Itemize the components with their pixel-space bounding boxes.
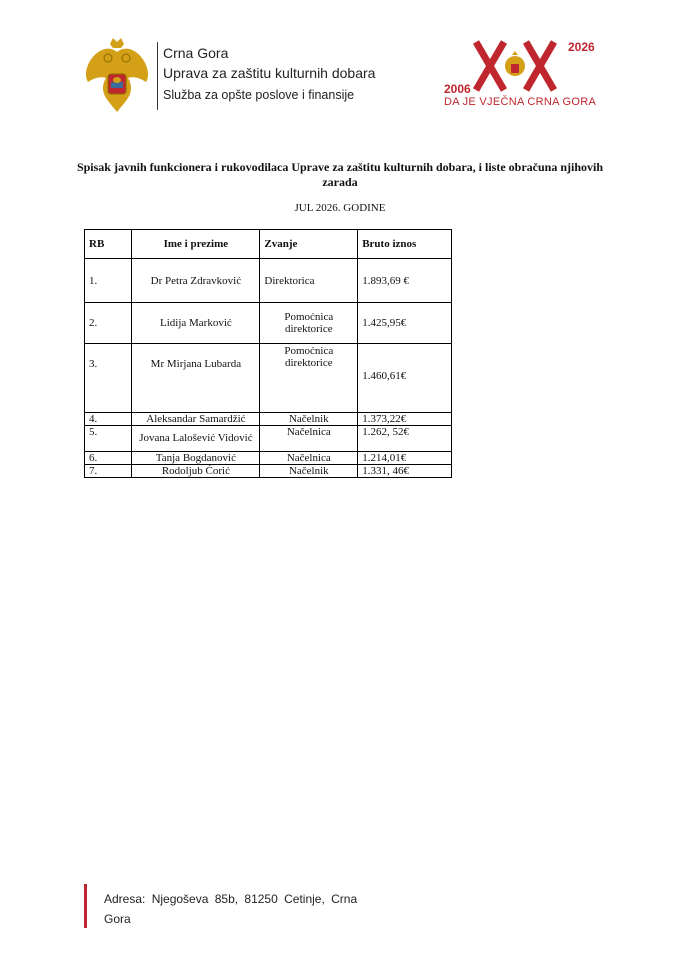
institution-name: Uprava za zaštitu kulturnih dobara: [163, 65, 376, 81]
employee-name: Mr Mirjana Lubarda: [132, 344, 260, 413]
gross-amount: 1.214,01€: [358, 452, 452, 465]
row-number: 3.: [85, 344, 132, 413]
table-header-row: [85, 230, 452, 259]
employee-name: Rodoljub Ćorić: [132, 465, 260, 478]
employee-title: Pomoćnica direktorice: [260, 303, 358, 344]
row-number: 6.: [85, 452, 132, 465]
employee-title: Načelnica: [260, 426, 358, 452]
document-title: Spisak javnih funkcionera i rukovodilaca Uprave za zaštitu kulturnih dobara, i liste obračuna njihovih zarada: [76, 160, 604, 189]
gross-amount: 1.331, 46€: [358, 465, 452, 478]
gross-amount: 1.893,69 €: [358, 259, 452, 303]
employee-name: Dr Petra Zdravković: [132, 259, 260, 303]
jubilee-logo: [440, 38, 610, 116]
footer-accent-bar: [84, 884, 87, 928]
table-row: [85, 259, 452, 303]
table-row: [85, 452, 452, 465]
country-name: Crna Gora: [163, 45, 229, 61]
employee-title: Direktorica: [260, 259, 358, 303]
row-number: 2.: [85, 303, 132, 344]
employee-title: Načelnik: [260, 465, 358, 478]
employee-title: Načelnik: [260, 413, 358, 426]
employee-name: Lidija Marković: [132, 303, 260, 344]
footer-address: Adresa: Njegoševa 85b, 81250 Cetinje, Crna Gora: [104, 892, 358, 926]
employee-name: Aleksandar Samardžić: [132, 413, 260, 426]
jubilee-year-end: 2026: [568, 40, 595, 54]
employee-title: Načelnica: [260, 452, 358, 465]
table-row: [85, 426, 452, 452]
salary-table: [84, 229, 452, 478]
table-row: [85, 413, 452, 426]
employee-title: Pomoćnica direktorice: [260, 344, 358, 413]
coat-of-arms-icon: [80, 38, 154, 114]
column-header-title: Zvanje: [260, 230, 358, 259]
column-header-name: Ime i prezime: [132, 230, 260, 259]
institution-header: [163, 44, 375, 106]
row-number: 7.: [85, 465, 132, 478]
row-number: 1.: [85, 259, 132, 303]
table-row: [85, 465, 452, 478]
gross-amount: 1.425,95€: [358, 303, 452, 344]
gross-amount: 1.262, 52€: [358, 426, 452, 452]
table-row: [85, 344, 452, 413]
gross-amount: 1.460,61€: [358, 344, 452, 413]
table-row: [85, 303, 452, 344]
column-header-rb: RB: [85, 230, 132, 259]
header-divider: [157, 42, 158, 110]
row-number: 4.: [85, 413, 132, 426]
employee-name: Tanja Bogdanović: [132, 452, 260, 465]
document-period: JUL 2026. GODINE: [294, 202, 386, 214]
column-header-amount: Bruto iznos: [358, 230, 452, 259]
department-name: Služba za opšte poslove i finansije: [163, 88, 355, 102]
jubilee-motto: DA JE VJEČNA CRNA GORA: [444, 96, 597, 108]
jubilee-year-start: 2006: [444, 82, 471, 96]
row-number: 5.: [85, 426, 132, 452]
employee-name: Jovana Lalošević Vidović: [132, 426, 260, 452]
gross-amount: 1.373,22€: [358, 413, 452, 426]
